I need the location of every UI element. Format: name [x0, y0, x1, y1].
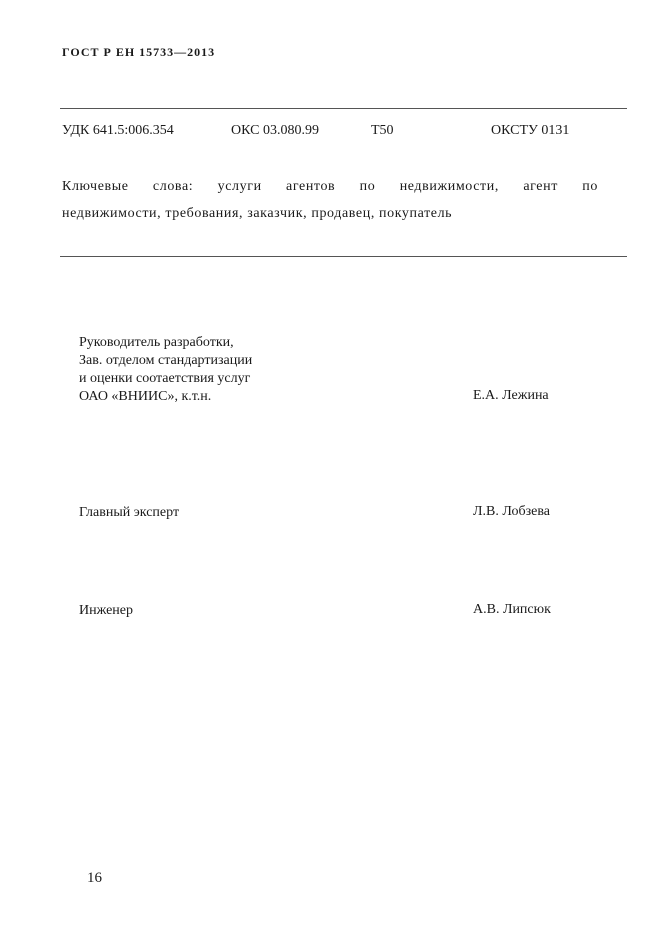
page-number: 16 [87, 870, 102, 886]
okstu-code: ОКСТУ 0131 [491, 123, 570, 138]
bottom-divider [60, 256, 627, 257]
t-code: Т50 [371, 123, 394, 138]
oks-code: ОКС 03.080.99 [231, 123, 319, 138]
signatory-2-name: Л.В. Лобзева [473, 504, 550, 519]
signatory-1-position [79, 334, 252, 406]
position-line: Зав. отделом стандартизации [79, 353, 253, 368]
signatory-2-position [79, 504, 179, 522]
position-line: ОАО «ВНИИС», к.т.н. [79, 389, 212, 404]
signatory-3-position [79, 602, 133, 620]
document-header: ГОСТ Р ЕН 15733—2013 [62, 45, 216, 59]
position-line: и оценки соотаетствия услуг [79, 371, 251, 386]
udk-code: УДК 641.5:006.354 [62, 123, 174, 138]
position-line: Руководитель разработки, [79, 335, 234, 350]
keywords-line-2: недвижимости, требования, заказчик, продавец, покупатель [62, 206, 453, 221]
keywords-line-1: Ключевые слова: услуги агентов по недвижимости, агент по [62, 179, 598, 194]
top-divider [60, 108, 627, 109]
signatory-3-name: А.В. Липсюк [473, 602, 551, 617]
position-line: Главный эксперт [79, 505, 180, 520]
keywords-block [62, 173, 598, 227]
signatory-1-name: Е.А. Лежина [473, 388, 549, 403]
position-line: Инженер [79, 603, 134, 618]
